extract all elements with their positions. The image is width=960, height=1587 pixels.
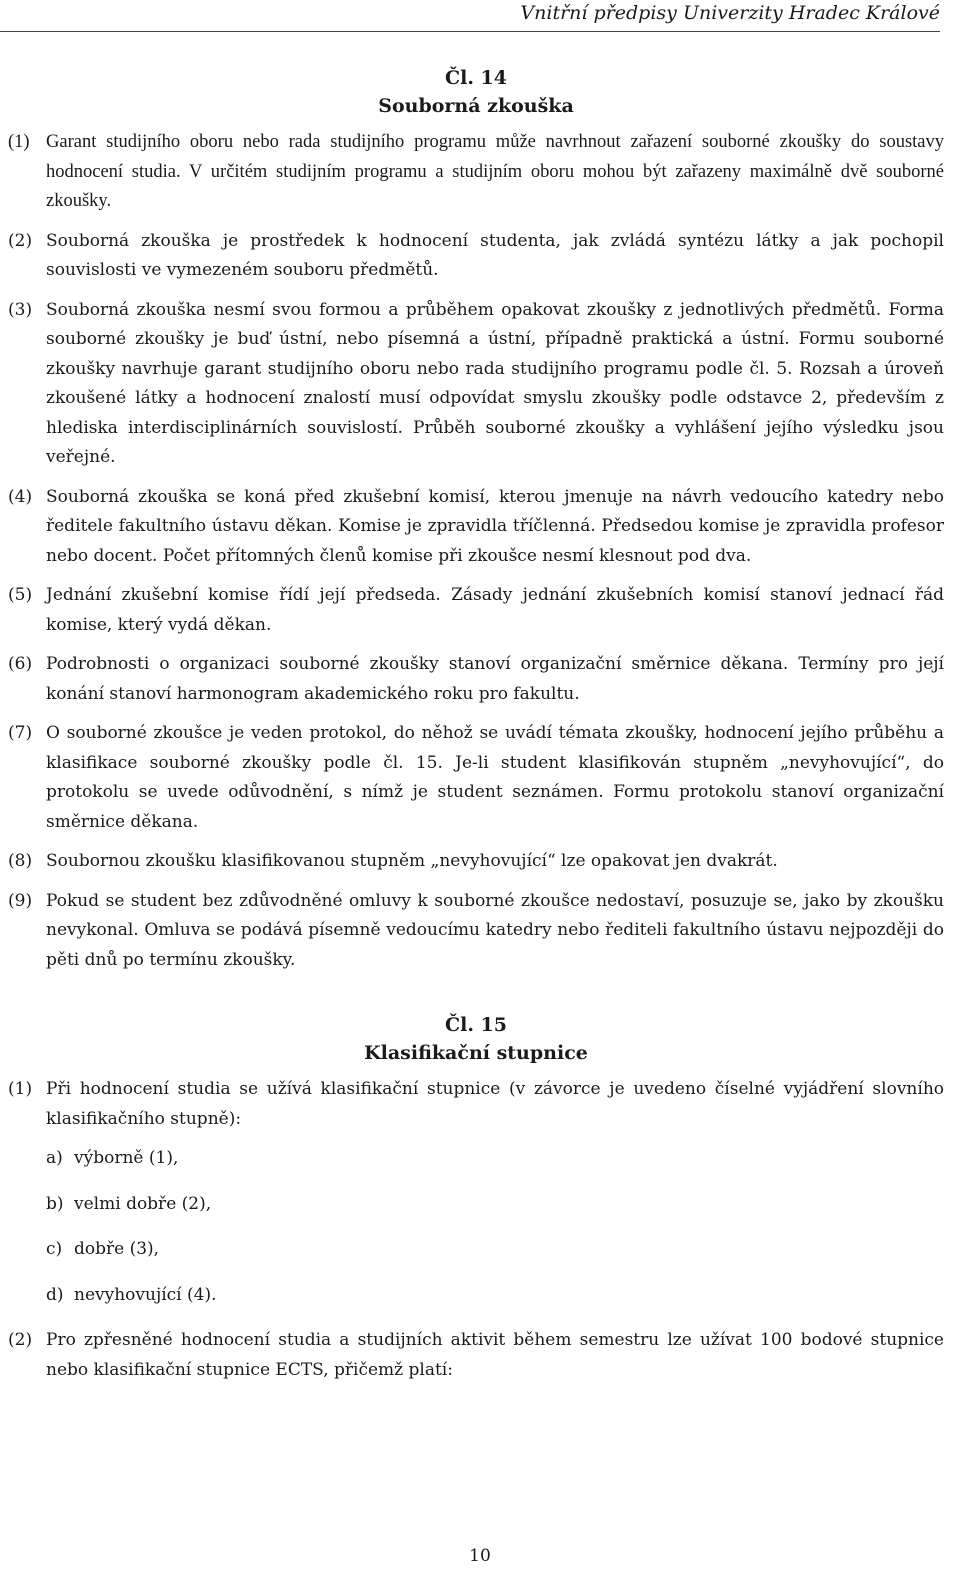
paragraph-number: (7) (8, 723, 33, 743)
paragraph-number: (4) (8, 486, 33, 507)
article-15-title: Klasifikační stupnice (364, 1042, 588, 1064)
paragraph-text: Při hodnocení studia se užívá klasifikační stupnice (v závorce je uvedeno číselné vyjádření slovního klasifikačního stupně): (46, 1079, 944, 1129)
article-15-heading (8, 1011, 944, 1067)
article-14-paragraph-5 (8, 581, 944, 640)
page-content (8, 64, 944, 1395)
section-spacer (8, 985, 944, 1011)
page-number-text: 10 (469, 1546, 491, 1566)
article-15-paragraph-2 (8, 1326, 944, 1385)
list-item (46, 1235, 944, 1265)
paragraph-text: Souborná zkouška nesmí svou formou a průběhem opakovat zkoušky z jednotlivých předmětů. Forma souborné zkoušky je buď ústní, nebo písemná a ústní, případně praktická a ústní. Formu souborné zkoušky navrhuje garant studijního oboru nebo rada studijního programu podle čl. 5. Rozsah a úroveň zkoušené látky a hodnocení znalostí musí odpovídat smyslu zkoušky podle odstavce 2, především z hlediska interdisciplinárních souvislostí. Průběh souborné zkoušky a vyhlášení jejího výsledku jsou veřejné. (46, 299, 944, 467)
article-14-paragraph-6 (8, 650, 944, 709)
paragraph-text: Pro zpřesněné hodnocení studia a studijních aktivit během semestru lze užívat 100 bodové stupnice nebo klasifikační stupnice ECTS, přičemž platí: (46, 1330, 944, 1380)
article-15-paragraph-1 (8, 1075, 944, 1134)
paragraph-number: (3) (8, 299, 33, 320)
running-header (0, 0, 940, 32)
list-item-text: nevyhovující (4). (74, 1284, 217, 1305)
paragraph-number: (9) (8, 890, 33, 911)
list-item-label: d) (46, 1284, 64, 1305)
paragraph-number: (5) (8, 585, 33, 605)
paragraph-text: Pokud se student bez zdůvodněné omluvy k souborné zkoušce nedostaví, posuzuje se, jako by zkoušku nevykonal. Omluva se podává písemně vedoucímu katedry nebo řediteli fakultního ústavu nejpozději do pěti dnů po termínu zkoušky. (46, 890, 944, 970)
paragraph-number: (2) (8, 1330, 33, 1350)
paragraph-number: (1) (8, 132, 30, 152)
paragraph-text: O souborné zkoušce je veden protokol, do něhož se uvádí témata zkoušky, hodnocení jejího průběhu a klasifikace souborné zkoušky podle čl. 15. Je-li student klasifikován stupněm „nevyhovující“, do protokolu se uvede odůvodnění, s nímž je student seznámen. Formu protokolu stanoví organizační směrnice děkana. (46, 723, 944, 832)
list-item (46, 1144, 944, 1174)
article-14-paragraph-2 (8, 227, 944, 286)
paragraph-text: Soubornou zkoušku klasifikovanou stupněm „nevyhovující“ lze opakovat jen dvakrát. (46, 851, 778, 871)
paragraph-number: (8) (8, 851, 33, 871)
page-number (0, 1546, 960, 1566)
paragraph-text: Podrobnosti o organizaci souborné zkoušky stanoví organizační směrnice děkana. Termíny pro její konání stanoví harmonogram akademického roku pro fakultu. (46, 654, 944, 704)
list-item-text: velmi dobře (2), (74, 1193, 212, 1214)
article-14-paragraph-9 (8, 887, 944, 976)
article-14-paragraph-1 (8, 128, 944, 217)
list-item-label: c) (46, 1239, 63, 1259)
article-14-title: Souborná zkouška (378, 95, 574, 117)
article-14-paragraph-8 (8, 847, 944, 877)
list-item-label: b) (46, 1193, 64, 1214)
article-14-paragraph-4 (8, 483, 944, 572)
article-15-number: Čl. 15 (444, 1014, 507, 1036)
list-item (46, 1281, 944, 1311)
grade-list (46, 1144, 944, 1310)
article-14-number: Čl. 14 (444, 67, 507, 89)
paragraph-number: (1) (8, 1079, 33, 1099)
article-14-heading (8, 64, 944, 120)
list-item-text: dobře (3), (74, 1239, 160, 1259)
paragraph-text: Souborná zkouška je prostředek k hodnocení studenta, jak zvládá syntézu látky a jak pochopil souvislosti ve vymezeném souboru předmětů. (46, 230, 944, 280)
article-14-paragraph-7 (8, 719, 944, 837)
list-item (46, 1190, 944, 1220)
header-title: Vnitřní předpisy Univerzity Hradec Králové (520, 2, 940, 24)
list-item-label: a) (46, 1148, 63, 1168)
list-item-text: výborně (1), (74, 1148, 179, 1168)
paragraph-number: (2) (8, 230, 33, 251)
paragraph-text: Souborná zkouška se koná před zkušební komisí, kterou jmenuje na návrh vedoucího katedry nebo ředitele fakultního ústavu děkan. Komise je zpravidla tříčlenná. Předsedou komise je zpravidla profesor nebo docent. Počet přítomných členů komise při zkoušce nesmí klesnout pod dva. (46, 486, 944, 566)
paragraph-text: Garant studijního oboru nebo rada studijního programu může navrhnout zařazení souborné zkoušky do soustavy hodnocení studia. V určitém studijním programu a studijním oboru mohou být zařazeny maximálně dvě souborné zkoušky. (46, 132, 944, 211)
paragraph-number: (6) (8, 654, 33, 674)
paragraph-text: Jednání zkušební komise řídí její předseda. Zásady jednání zkušebních komisí stanoví jednací řád komise, který vydá děkan. (46, 585, 944, 635)
article-14-paragraph-3 (8, 296, 944, 473)
